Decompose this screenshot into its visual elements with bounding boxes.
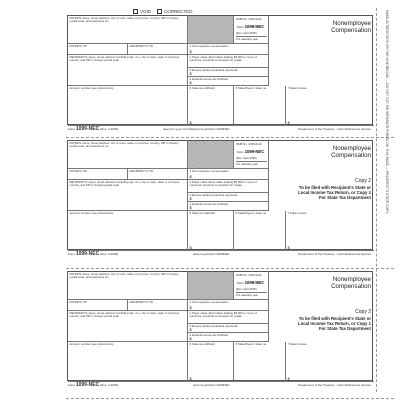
field-label: RECIPIENT'S TIN xyxy=(129,44,153,48)
form-number: 1099-NEC xyxy=(244,280,265,285)
field-label: 3 Excess golden parachute payments xyxy=(189,68,238,72)
side-instruction xyxy=(376,8,392,392)
form-name xyxy=(237,280,264,285)
form-footer xyxy=(67,126,373,132)
dollar-sign: $ xyxy=(189,327,192,333)
field-label: 7 State income xyxy=(287,86,307,90)
copy-label: Copy 2 xyxy=(355,178,371,184)
payer-tin-field[interactable] xyxy=(68,169,128,180)
box5-field[interactable] xyxy=(188,211,234,251)
box1-field[interactable] xyxy=(188,300,269,311)
corrected-label: CORRECTED xyxy=(164,9,193,14)
field-label: PAYER'S TIN xyxy=(69,300,87,304)
account-number-field[interactable] xyxy=(68,211,188,251)
form-grid xyxy=(67,140,373,250)
perforation-line xyxy=(66,398,394,399)
footer-form-number: 1099-NEC xyxy=(75,251,100,257)
form-copy xyxy=(67,271,373,397)
void-corrected-row xyxy=(133,8,193,15)
perforation-line xyxy=(66,268,394,269)
box3-field[interactable] xyxy=(188,324,269,333)
field-label: 2 Payer made direct sales totaling $5,000 or more of consumer products to recipient for resale xyxy=(189,180,257,188)
footer-department: Department of the Treasury - Internal Revenue Service xyxy=(298,252,371,257)
footer-url: www.irs.gov/Form1099NEC xyxy=(193,383,230,388)
box4-field[interactable] xyxy=(188,202,269,211)
recipient-name-field[interactable] xyxy=(68,311,188,342)
dollar-sign: $ xyxy=(287,120,290,126)
field-label: 4 Federal income tax withheld xyxy=(189,333,228,337)
field-label: 2 Payer made direct sales totaling $5,000 or more of consumer products to recipient for resale xyxy=(189,311,257,319)
form-number: 1099-NEC xyxy=(244,149,265,154)
payer-name-field[interactable] xyxy=(68,272,188,300)
field-label: 3 Excess golden parachute payments xyxy=(189,193,238,197)
footer-form-label xyxy=(68,251,118,257)
field-label: PAYER'S TIN xyxy=(69,169,87,173)
box3-field[interactable] xyxy=(188,193,269,202)
title-line: Nonemployee xyxy=(332,20,371,27)
title-line: Nonemployee xyxy=(332,145,371,152)
box6-field[interactable] xyxy=(234,86,286,126)
form-prefix: Form xyxy=(237,150,244,154)
footer-revision: (Rev. 4-2025) xyxy=(100,252,119,256)
form-name xyxy=(237,149,264,154)
recipient-name-field[interactable] xyxy=(68,180,188,211)
form-title xyxy=(271,20,373,34)
field-label: 2 Payer made direct sales totaling $5,000 or more of consumer products to recipient for resale xyxy=(189,55,257,63)
form-grid xyxy=(67,271,373,381)
form-prefix: Form xyxy=(237,281,244,285)
revision-date: (Rev. April 2025) xyxy=(236,156,267,162)
form-title xyxy=(271,276,373,290)
footer-form-number: 1099-NEC xyxy=(75,382,100,388)
copy-text: To be filed with Recipient's State or Local Income Tax Return, or Copy 1 For State Tax Department xyxy=(298,185,371,200)
dollar-sign: $ xyxy=(189,174,192,180)
account-number-field[interactable] xyxy=(68,86,188,126)
shaded-area xyxy=(188,141,234,169)
calendar-year-field[interactable]: For calendar year xyxy=(236,162,258,166)
shaded-area xyxy=(188,272,234,300)
side-instruction-text: MAKE ALTERATIONS ON THE LINE BELOW — DO NOT CUT OR SEPARATE FORMS ON THIS PAGE — RECIPIENT'S STATE COPY xyxy=(385,10,389,214)
corrected-checkbox[interactable] xyxy=(157,9,193,14)
box7-field[interactable] xyxy=(286,342,374,382)
field-label: 3 Excess golden parachute payments xyxy=(189,324,238,328)
copy-text: To be filed with Recipient's State or Local Income Tax Return, or Copy 1 For State Tax Department xyxy=(298,316,371,331)
field-label: 7 State income xyxy=(287,211,307,215)
box2-field[interactable] xyxy=(188,180,269,193)
footer-form-label xyxy=(68,126,118,132)
copy-instructions xyxy=(293,178,373,200)
footer-department: Department of the Treasury - Internal Revenue Service xyxy=(298,383,371,388)
box2-field[interactable] xyxy=(188,55,269,68)
title-line: Nonemployee xyxy=(332,276,371,283)
field-label: 5 State tax withheld xyxy=(189,211,215,215)
title-line: Compensation xyxy=(331,283,371,290)
box1-field[interactable] xyxy=(188,44,269,55)
box7-field[interactable] xyxy=(286,86,374,126)
box6-field[interactable] xyxy=(234,211,286,251)
field-label: RECIPIENT'S TIN xyxy=(129,169,153,173)
recipient-tin-field[interactable] xyxy=(128,300,188,311)
field-label: 7 State income xyxy=(287,342,307,346)
revision-date: (Rev. April 2025) xyxy=(236,31,267,37)
recipient-tin-field[interactable] xyxy=(128,44,188,55)
field-label: RECIPIENT'S name, street address (including apt. no.), city or town, state or province, country, and ZIP or foreign postal code xyxy=(69,55,180,63)
footer-form-word: Form xyxy=(68,383,75,387)
dollar-sign: $ xyxy=(189,80,192,86)
form-name xyxy=(237,24,264,29)
box5-field[interactable] xyxy=(188,342,234,382)
checkbox-icon xyxy=(157,9,162,14)
field-label: Account number (see instructions) xyxy=(69,342,114,346)
field-label: 6 State/Payer's state no. xyxy=(235,86,267,90)
dollar-sign: $ xyxy=(189,376,192,382)
omb-number: OMB No. 1545-0116 xyxy=(236,17,262,21)
recipient-tin-field[interactable] xyxy=(128,169,188,180)
field-label: 5 State tax withheld xyxy=(189,86,215,90)
shaded-area xyxy=(188,16,234,44)
field-label: Account number (see instructions) xyxy=(69,211,114,215)
field-label: PAYER'S name, street address, city or town, state or province, country, ZIP or foreign postal code, and telephone no. xyxy=(69,272,179,280)
box6-field[interactable] xyxy=(234,342,286,382)
field-label: PAYER'S name, street address, city or town, state or province, country, ZIP or foreign postal code, and telephone no. xyxy=(69,16,179,24)
dollar-sign: $ xyxy=(189,205,192,211)
copy-label: Copy 2 xyxy=(355,309,371,315)
dollar-sign: $ xyxy=(189,336,192,342)
box4-field[interactable] xyxy=(188,77,269,86)
copy-instructions xyxy=(293,309,373,331)
form-footer xyxy=(67,251,373,257)
box3-field[interactable] xyxy=(188,68,269,77)
footer-form-number: 1099-NEC xyxy=(75,126,100,132)
box4-field[interactable] xyxy=(188,333,269,342)
footer-records-note: (keep for your records) xyxy=(163,127,194,132)
field-label: 1 Nonemployee compensation xyxy=(189,300,229,304)
dollar-sign: $ xyxy=(189,120,192,126)
omb-number: OMB No. 1545-0116 xyxy=(236,273,262,277)
footer-revision: (Rev. 4-2025) xyxy=(100,383,119,387)
form-grid xyxy=(67,15,373,125)
title-line: Compensation xyxy=(331,27,371,34)
form-prefix: Form xyxy=(237,25,244,29)
box2-field[interactable] xyxy=(188,311,269,324)
recipient-name-field[interactable] xyxy=(68,55,188,86)
calendar-year-field[interactable]: For calendar year xyxy=(236,293,258,297)
void-checkbox[interactable] xyxy=(133,9,151,14)
form-number: 1099-NEC xyxy=(244,24,265,29)
footer-revision: (Rev. 4-2025) xyxy=(100,127,119,131)
void-label: VOID xyxy=(140,9,152,14)
payer-tin-field[interactable] xyxy=(68,44,128,55)
footer-url: www.irs.gov/Form1099NEC xyxy=(193,127,230,132)
perforation-line xyxy=(66,137,394,138)
calendar-year-field[interactable]: For calendar year xyxy=(236,37,258,41)
checkbox-icon xyxy=(133,9,138,14)
form-copy xyxy=(67,140,373,266)
box1-field[interactable] xyxy=(188,169,269,180)
dollar-sign: $ xyxy=(189,71,192,77)
field-label: 6 State/Payer's state no. xyxy=(235,342,267,346)
dollar-sign: $ xyxy=(189,245,192,251)
form-id-column xyxy=(234,141,269,169)
footer-url: www.irs.gov/Form1099NEC xyxy=(193,252,230,257)
footer-form-label xyxy=(68,382,118,388)
form-copy xyxy=(67,8,373,134)
field-label: 1 Nonemployee compensation xyxy=(189,44,229,48)
field-label: RECIPIENT'S name, street address (including apt. no.), city or town, state or province, country, and ZIP or foreign postal code xyxy=(69,311,180,319)
title-line: Compensation xyxy=(331,152,371,159)
dollar-sign: $ xyxy=(287,376,290,382)
dollar-sign: $ xyxy=(189,196,192,202)
footer-department: Department of the Treasury - Internal Revenue Service xyxy=(298,127,371,132)
field-label: RECIPIENT'S name, street address (including apt. no.), city or town, state or province, country, and ZIP or foreign postal code xyxy=(69,180,180,188)
dollar-sign: $ xyxy=(287,245,290,251)
field-label: PAYER'S name, street address, city or town, state or province, country, ZIP or foreign postal code, and telephone no. xyxy=(69,141,179,149)
field-label: 4 Federal income tax withheld xyxy=(189,77,228,81)
field-label: 1 Nonemployee compensation xyxy=(189,169,229,173)
field-label: 5 State tax withheld xyxy=(189,342,215,346)
form-title xyxy=(271,145,373,159)
omb-number: OMB No. 1545-0116 xyxy=(236,142,262,146)
dollar-sign: $ xyxy=(189,49,192,55)
account-number-field[interactable] xyxy=(68,342,188,382)
payer-name-field[interactable] xyxy=(68,16,188,44)
payer-name-field[interactable] xyxy=(68,141,188,169)
form-id-column xyxy=(234,16,269,44)
form-footer xyxy=(67,382,373,388)
footer-form-word: Form xyxy=(68,252,75,256)
field-label: 6 State/Payer's state no. xyxy=(235,211,267,215)
field-label: PAYER'S TIN xyxy=(69,44,87,48)
box7-field[interactable] xyxy=(286,211,374,251)
form-id-column xyxy=(234,272,269,300)
field-label: RECIPIENT'S TIN xyxy=(129,300,153,304)
revision-date: (Rev. April 2025) xyxy=(236,287,267,293)
box5-field[interactable] xyxy=(188,86,234,126)
dollar-sign: $ xyxy=(189,305,192,311)
footer-form-word: Form xyxy=(68,127,75,131)
payer-tin-field[interactable] xyxy=(68,300,128,311)
field-label: 4 Federal income tax withheld xyxy=(189,202,228,206)
field-label: Account number (see instructions) xyxy=(69,86,114,90)
